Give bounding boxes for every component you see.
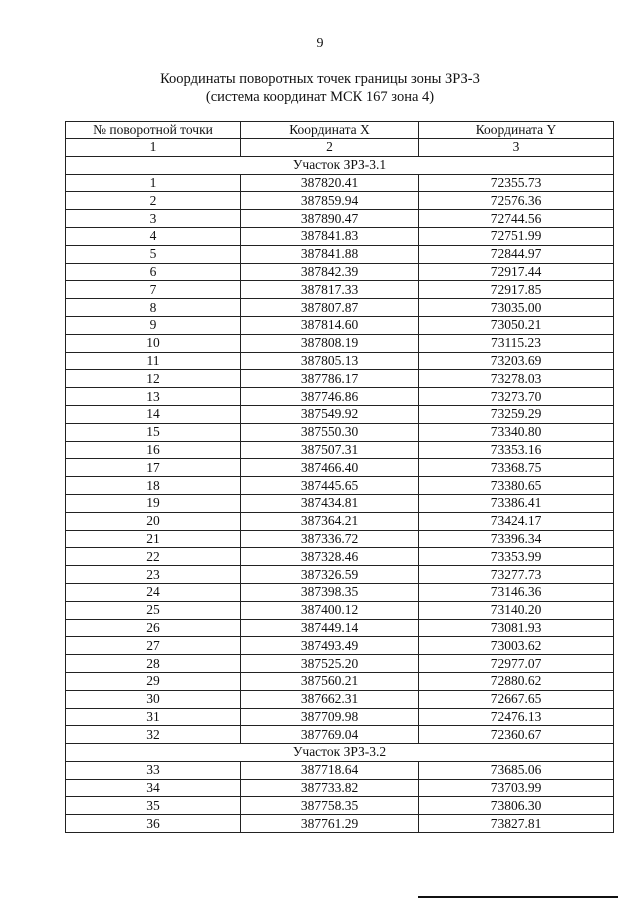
point-number-cell: 8 — [66, 299, 241, 317]
point-number-cell: 19 — [66, 494, 241, 512]
coordinate-x-cell: 387842.39 — [241, 263, 419, 281]
coordinate-y-cell: 73806.30 — [419, 797, 614, 815]
point-number-cell: 26 — [66, 619, 241, 637]
table-row — [66, 316, 614, 334]
coordinate-x-cell: 387525.20 — [241, 655, 419, 673]
table-row — [66, 655, 614, 673]
coordinate-x-cell: 387769.04 — [241, 726, 419, 744]
coordinate-y-cell: 72667.65 — [419, 690, 614, 708]
table-row — [66, 281, 614, 299]
table-row — [66, 174, 614, 192]
point-number-cell: 21 — [66, 530, 241, 548]
point-number-cell: 33 — [66, 761, 241, 779]
point-number-cell: 36 — [66, 815, 241, 833]
coordinate-x-cell: 387817.33 — [241, 281, 419, 299]
point-number-cell: 7 — [66, 281, 241, 299]
table-row — [66, 352, 614, 370]
coordinate-y-cell: 73424.17 — [419, 512, 614, 530]
table-row — [66, 210, 614, 228]
coordinate-x-cell: 387709.98 — [241, 708, 419, 726]
coordinate-x-cell: 387400.12 — [241, 601, 419, 619]
table-row — [66, 797, 614, 815]
coordinates-table — [65, 121, 614, 833]
coordinate-x-cell: 387814.60 — [241, 316, 419, 334]
coordinate-y-cell: 73396.34 — [419, 530, 614, 548]
table-row — [66, 334, 614, 352]
point-number-cell: 25 — [66, 601, 241, 619]
table-row — [66, 761, 614, 779]
coordinate-x-cell: 387807.87 — [241, 299, 419, 317]
table-row — [66, 815, 614, 833]
coordinate-y-cell: 72576.36 — [419, 192, 614, 210]
point-number-cell: 27 — [66, 637, 241, 655]
table-row — [66, 263, 614, 281]
coordinate-y-cell: 73278.03 — [419, 370, 614, 388]
coordinate-x-cell: 387805.13 — [241, 352, 419, 370]
coordinate-y-cell: 73685.06 — [419, 761, 614, 779]
table-row — [66, 690, 614, 708]
header-point-number: № поворотной точки — [66, 122, 241, 139]
coordinate-x-cell: 387466.40 — [241, 459, 419, 477]
point-number-cell: 1 — [66, 174, 241, 192]
point-number-cell: 6 — [66, 263, 241, 281]
point-number-cell: 29 — [66, 672, 241, 690]
coordinate-x-cell: 387549.92 — [241, 405, 419, 423]
point-number-cell: 10 — [66, 334, 241, 352]
coordinate-y-cell: 72977.07 — [419, 655, 614, 673]
column-number-row — [66, 139, 614, 157]
point-number-cell: 31 — [66, 708, 241, 726]
coordinate-y-cell: 73050.21 — [419, 316, 614, 334]
coordinate-x-cell: 387859.94 — [241, 192, 419, 210]
coordinate-x-cell: 387398.35 — [241, 583, 419, 601]
title-line-2: (система координат МСК 167 зона 4) — [205, 89, 435, 105]
table-row — [66, 530, 614, 548]
table-row — [66, 566, 614, 584]
coordinate-y-cell: 73353.16 — [419, 441, 614, 459]
point-number-cell: 23 — [66, 566, 241, 584]
coordinate-x-cell: 387662.31 — [241, 690, 419, 708]
footer-divider — [418, 896, 618, 898]
header-coordinate-y: Координата Y — [419, 122, 614, 139]
point-number-cell: 5 — [66, 245, 241, 263]
coordinate-x-cell: 387758.35 — [241, 797, 419, 815]
coordinate-x-cell: 387364.21 — [241, 512, 419, 530]
column-number: 2 — [241, 139, 419, 157]
table-row — [66, 370, 614, 388]
coordinate-y-cell: 72476.13 — [419, 708, 614, 726]
column-number: 1 — [66, 139, 241, 157]
point-number-cell: 22 — [66, 548, 241, 566]
coordinate-y-cell: 73368.75 — [419, 459, 614, 477]
section-row — [66, 744, 614, 762]
point-number-cell: 9 — [66, 316, 241, 334]
coordinate-y-cell: 72844.97 — [419, 245, 614, 263]
coordinate-y-cell: 73035.00 — [419, 299, 614, 317]
coordinate-y-cell: 73081.93 — [419, 619, 614, 637]
table-row — [66, 388, 614, 406]
point-number-cell: 35 — [66, 797, 241, 815]
table-row — [66, 477, 614, 495]
title-line-1: Координаты поворотных точек границы зоны ЗРЗ-3 — [160, 71, 480, 87]
point-number-cell: 2 — [66, 192, 241, 210]
point-number-cell: 3 — [66, 210, 241, 228]
point-number-cell: 18 — [66, 477, 241, 495]
coordinate-y-cell: 73273.70 — [419, 388, 614, 406]
coordinate-y-cell: 72355.73 — [419, 174, 614, 192]
coordinate-x-cell: 387786.17 — [241, 370, 419, 388]
coordinate-x-cell: 387841.83 — [241, 227, 419, 245]
coordinate-y-cell: 72360.67 — [419, 726, 614, 744]
point-number-cell: 4 — [66, 227, 241, 245]
point-number-cell: 28 — [66, 655, 241, 673]
coordinate-x-cell: 387434.81 — [241, 494, 419, 512]
coordinate-y-cell: 73146.36 — [419, 583, 614, 601]
document-title — [0, 70, 640, 106]
table-row — [66, 672, 614, 690]
coordinate-x-cell: 387449.14 — [241, 619, 419, 637]
coordinate-y-cell: 72917.85 — [419, 281, 614, 299]
table-row — [66, 548, 614, 566]
point-number-cell: 14 — [66, 405, 241, 423]
coordinate-y-cell: 73703.99 — [419, 779, 614, 797]
table-row — [66, 779, 614, 797]
coordinate-y-cell: 73277.73 — [419, 566, 614, 584]
coordinate-x-cell: 387733.82 — [241, 779, 419, 797]
table-row — [66, 637, 614, 655]
table-row — [66, 227, 614, 245]
table-row — [66, 494, 614, 512]
column-number: 3 — [419, 139, 614, 157]
table-row — [66, 459, 614, 477]
coordinate-y-cell: 73259.29 — [419, 405, 614, 423]
coordinate-x-cell: 387445.65 — [241, 477, 419, 495]
section-title: Участок ЗРЗ-3.2 — [66, 744, 614, 762]
coordinate-y-cell: 72751.99 — [419, 227, 614, 245]
coordinate-y-cell: 73380.65 — [419, 477, 614, 495]
point-number-cell: 12 — [66, 370, 241, 388]
header-coordinate-x: Координата X — [241, 122, 419, 139]
table-row — [66, 423, 614, 441]
table-row — [66, 583, 614, 601]
coordinate-x-cell: 387328.46 — [241, 548, 419, 566]
coordinate-y-cell: 72880.62 — [419, 672, 614, 690]
coordinate-y-cell: 73386.41 — [419, 494, 614, 512]
table-row — [66, 726, 614, 744]
coordinate-y-cell: 73140.20 — [419, 601, 614, 619]
coordinate-x-cell: 387718.64 — [241, 761, 419, 779]
table-row — [66, 192, 614, 210]
point-number-cell: 17 — [66, 459, 241, 477]
point-number-cell: 24 — [66, 583, 241, 601]
section-row — [66, 156, 614, 174]
point-number-cell: 16 — [66, 441, 241, 459]
coordinate-x-cell: 387326.59 — [241, 566, 419, 584]
coordinate-x-cell: 387841.88 — [241, 245, 419, 263]
table-row — [66, 512, 614, 530]
coordinate-x-cell: 387761.29 — [241, 815, 419, 833]
point-number-cell: 20 — [66, 512, 241, 530]
table-row — [66, 708, 614, 726]
table-row — [66, 619, 614, 637]
header-row — [66, 122, 614, 139]
coordinate-y-cell: 73353.99 — [419, 548, 614, 566]
coordinate-x-cell: 387820.41 — [241, 174, 419, 192]
coordinate-x-cell: 387336.72 — [241, 530, 419, 548]
coordinate-x-cell: 387507.31 — [241, 441, 419, 459]
table-row — [66, 245, 614, 263]
point-number-cell: 30 — [66, 690, 241, 708]
coordinate-y-cell: 73003.62 — [419, 637, 614, 655]
coordinate-y-cell: 73203.69 — [419, 352, 614, 370]
coordinate-x-cell: 387808.19 — [241, 334, 419, 352]
table-body — [66, 156, 614, 832]
coordinate-y-cell: 73115.23 — [419, 334, 614, 352]
coordinate-y-cell: 73827.81 — [419, 815, 614, 833]
page-number: 9 — [316, 36, 324, 51]
coordinate-x-cell: 387550.30 — [241, 423, 419, 441]
table-row — [66, 441, 614, 459]
coordinate-x-cell: 387890.47 — [241, 210, 419, 228]
table-row — [66, 299, 614, 317]
coordinate-y-cell: 72917.44 — [419, 263, 614, 281]
section-title: Участок ЗРЗ-3.1 — [66, 156, 614, 174]
coordinate-x-cell: 387493.49 — [241, 637, 419, 655]
point-number-cell: 15 — [66, 423, 241, 441]
table-row — [66, 405, 614, 423]
coordinate-x-cell: 387560.21 — [241, 672, 419, 690]
table-row — [66, 601, 614, 619]
coordinate-x-cell: 387746.86 — [241, 388, 419, 406]
point-number-cell: 11 — [66, 352, 241, 370]
point-number-cell: 13 — [66, 388, 241, 406]
coordinate-y-cell: 73340.80 — [419, 423, 614, 441]
point-number-cell: 34 — [66, 779, 241, 797]
coordinate-y-cell: 72744.56 — [419, 210, 614, 228]
point-number-cell: 32 — [66, 726, 241, 744]
